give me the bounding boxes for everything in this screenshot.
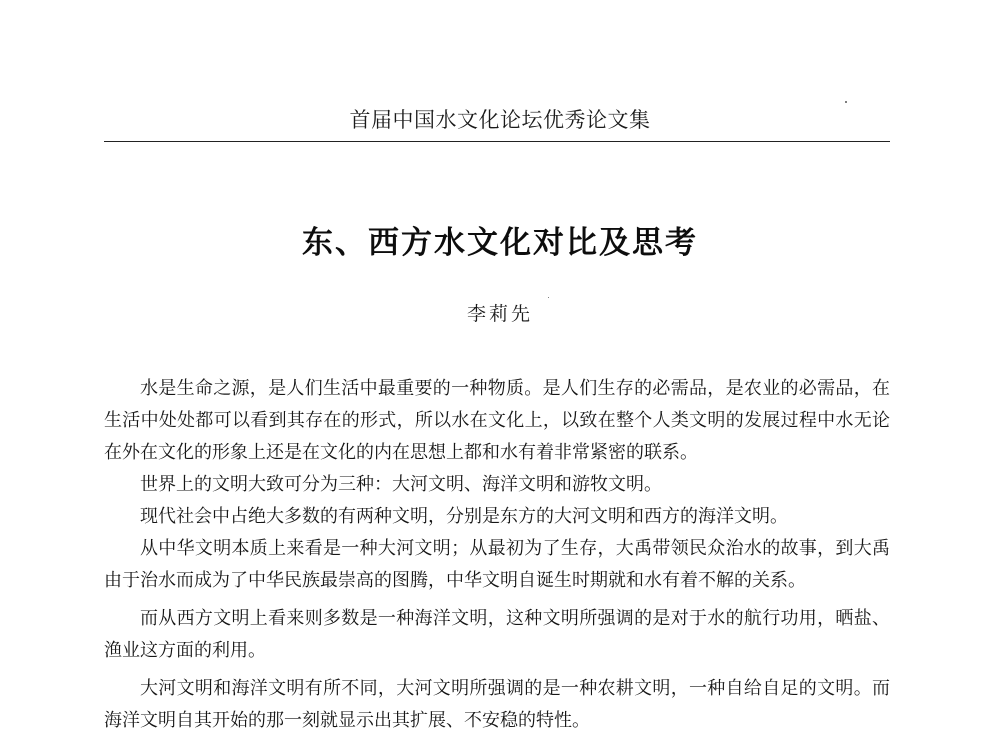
paragraph: 而从西方文明上看来则多数是一种海洋文明，这种文明所强调的是对于水的航行功用，晒盐、渔业这方面的利用。 (104, 608, 890, 661)
running-header: 首届中国水文化论坛优秀论文集 (349, 108, 651, 132)
header-divider (104, 141, 890, 142)
paragraph: 从中华文明本质上来看是一种大河文明；从最初为了生存，大禹带领民众治水的故事，到大禹由于治水而成为了中华民族最崇高的图腾，中华文明自诞生时期就和水有着不解的关系。 (104, 538, 890, 591)
article-title: 东、西方水文化对比及思考 (302, 225, 698, 261)
scan-speck (548, 297, 549, 298)
article-body (104, 373, 890, 737)
paragraph: 水是生命之源，是人们生活中最重要的一种物质。是人们生存的必需品，是农业的必需品，在生活中处处都可以看到其存在的形式，所以水在文化上，以致在整个人类文明的发展过程中水无论在外在文化的形象上还是在文化的内在思想上都和水有着非常紧密的联系。 (104, 378, 890, 463)
paragraph: 现代社会中占绝大多数的有两种文明，分别是东方的大河文明和西方的海洋文明。 (140, 506, 788, 527)
paragraph: 大河文明和海洋文明有所不同，大河文明所强调的是一种农耕文明，一种自给自足的文明。而海洋文明自其开始的那一刻就显示出其扩展、不安稳的特性。 (104, 678, 890, 731)
paragraph: 世界上的文明大致可分为三种：大河文明、海洋文明和游牧文明。 (140, 474, 662, 495)
author-name: 李莉先 (466, 303, 533, 325)
scan-speck (845, 101, 847, 103)
